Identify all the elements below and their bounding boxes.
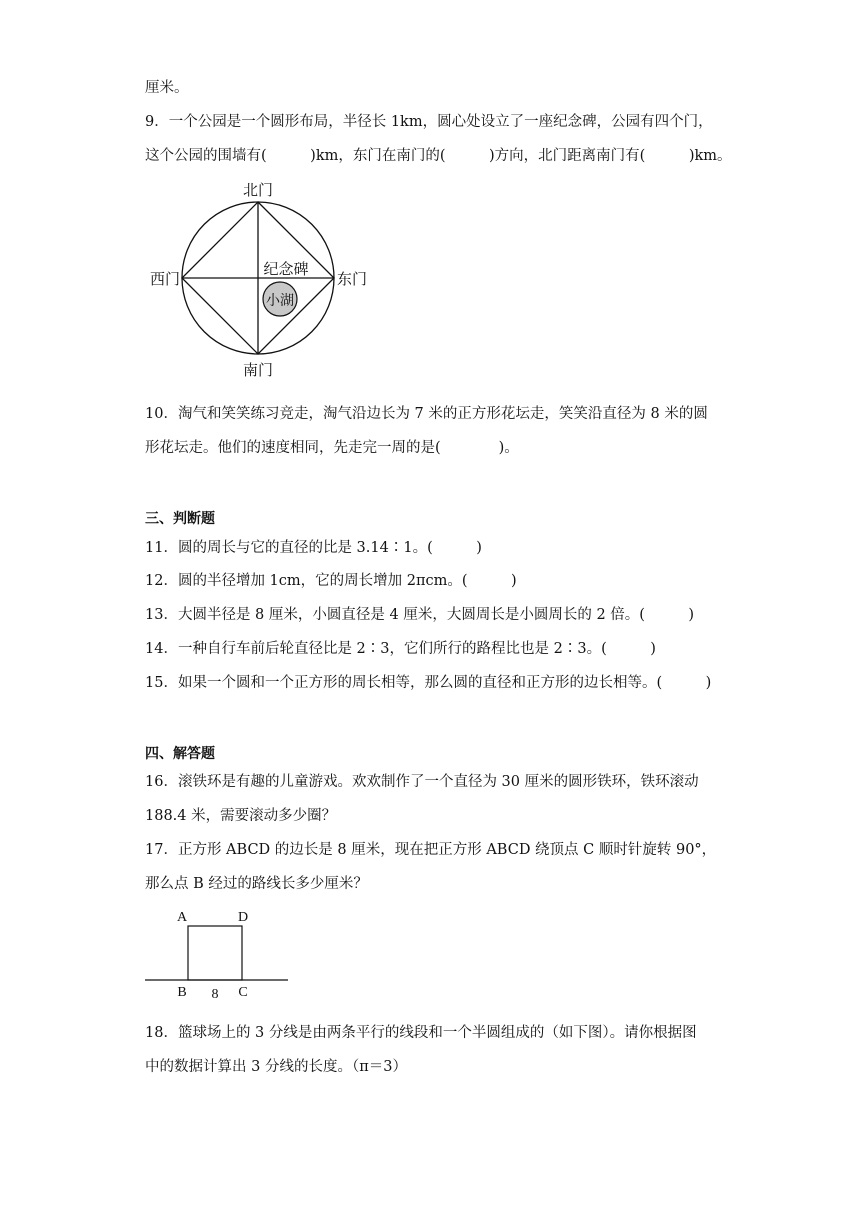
question-18-line-1: 18．篮球场上的 3 分线是由两条平行的线段和一个半圆组成的（如下图）。请你根据图 <box>145 1025 697 1041</box>
north-gate-label: 北门 <box>242 181 274 199</box>
park-diagram <box>140 178 380 378</box>
vertex-c-label: C <box>238 985 248 1000</box>
question-15: 15．如果一个圆和一个正方形的周长相等，那么圆的直径和正方形的边长相等。( ) <box>145 675 712 691</box>
question-17-line-2: 那么点 B 经过的路线长多少厘米？ <box>145 876 368 892</box>
question-17-line-1: 17．正方形 ABCD 的边长是 8 厘米，现在把正方形 ABCD 绕顶点 C 顺时针旋转 90°， <box>145 842 717 858</box>
east-gate-label: 东门 <box>337 270 368 288</box>
question-13: 13．大圆半径是 8 厘米，小圆直径是 4 厘米，大圆周长是小圆周长的 2 倍。( ) <box>145 607 695 623</box>
west-gate-label: 西门 <box>149 270 180 288</box>
lake-label: 小湖 <box>266 293 294 309</box>
section-heading-solutions: 四、解答题 <box>145 746 215 762</box>
question-18-line-2: 中的数据计算出 3 分线的长度。（π＝3） <box>145 1059 407 1075</box>
question-16-line-2: 188.4 米，需要滚动多少圈？ <box>145 808 337 824</box>
question-16-line-1: 16．滚铁环是有趣的儿童游戏。欢欢制作了一个直径为 30 厘米的圆形铁环，铁环滚动 <box>145 774 699 790</box>
side-length-label: 8 <box>211 987 219 1002</box>
square-abcd-diagram <box>140 904 300 1004</box>
vertex-a-label: A <box>176 910 188 925</box>
vertex-d-label: D <box>237 910 249 925</box>
vertex-b-label: B <box>177 985 187 1000</box>
monument-label: 纪念碑 <box>263 260 309 278</box>
question-14: 14．一种自行车前后轮直径比是 2∶3，它们所行的路程比也是 2∶3。( ) <box>145 641 656 657</box>
question-12: 12．圆的半径增加 1cm，它的周长增加 2πcm。( ) <box>145 573 517 589</box>
question-10-line-2: 形花坛走。他们的速度相同，先走完一周的是( )。 <box>145 440 519 456</box>
text-line-continuation: 厘米。 <box>145 80 189 96</box>
question-9-line-1: 9．一个公园是一个圆形布局，半径长 1km，圆心处设立了一座纪念碑，公园有四个门， <box>145 114 713 130</box>
question-10-line-1: 10．淘气和笑笑练习竞走，淘气沿边长为 7 米的正方形花坛走，笑笑沿直径为 8 米的圆 <box>145 406 708 422</box>
section-heading-judgment: 三、判断题 <box>145 511 215 527</box>
question-9-line-2: 这个公园的围墙有( )km，东门在南门的( )方向，北门距离南门有( )km。 <box>145 148 732 164</box>
south-gate-label: 南门 <box>242 361 274 379</box>
square-abcd <box>188 926 242 980</box>
question-11: 11．圆的周长与它的直径的比是 3.14∶1。( ) <box>145 540 482 556</box>
